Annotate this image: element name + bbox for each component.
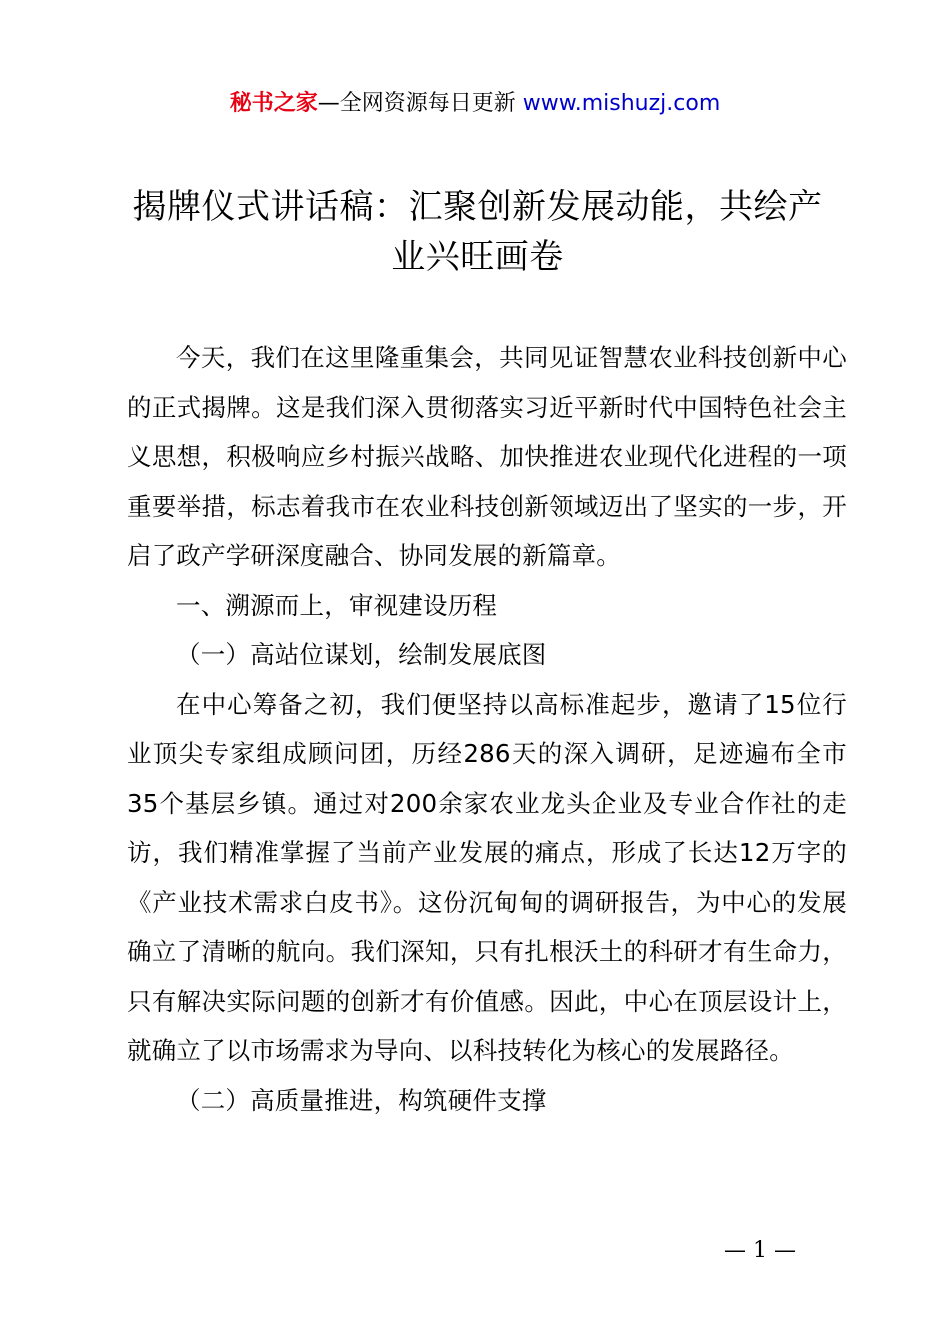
brand-url[interactable]: www.mishuzj.com bbox=[522, 91, 721, 116]
page-number: — 1 — bbox=[724, 1238, 796, 1263]
subsection-heading-1: （一）高站位谋划，绘制发展底图 bbox=[176, 640, 547, 669]
section-heading-1: 一、溯源而上，审视建设历程 bbox=[176, 590, 498, 620]
paragraph-planning: 在中心筹备之初，我们便坚持以高标准起步，邀请了15位行业顶尖专家组成顾问团，历经286天的深入调研，足迹遍布全市35个基层乡镇。通过对200余家农业龙头企业及专业合作社的走访，我们精准掌握了当前产业发展的痛点，形成了长达12万字的《产业技术需求白皮书》。这份沉甸甸的调研报告，为中心的发展确立了清晰的航向。我们深知，只有扎根沃土的科研才有生命力，只有解决实际问题的创新才有价值感。因此，中心在顶层设计上，就确立了以市场需求为导向、以科技转化为核心的发展路径。 bbox=[127, 689, 847, 1065]
header-banner bbox=[0, 88, 950, 120]
subsection-heading-2: （二）高质量推进，构筑硬件支撑 bbox=[176, 1085, 547, 1115]
brand-slogan: —全网资源每日更新 bbox=[317, 91, 516, 116]
document-body bbox=[127, 333, 847, 1125]
document-title: 揭牌仪式讲话稿：汇聚创新发展动能，共绘产业兴旺画卷 bbox=[132, 187, 823, 277]
paragraph-intro: 今天，我们在这里隆重集会，共同见证智慧农业科技创新中心的正式揭牌。这是我们深入贯彻落实习近平新时代中国特色社会主义思想，积极响应乡村振兴战略、加快推进农业现代化进程的一项重要举措，标志着我市在农业科技创新领域迈出了坚实的一步，开启了政产学研深度融合、协同发展的新篇章。 bbox=[127, 343, 847, 570]
brand-name: 秘书之家 bbox=[229, 91, 318, 116]
